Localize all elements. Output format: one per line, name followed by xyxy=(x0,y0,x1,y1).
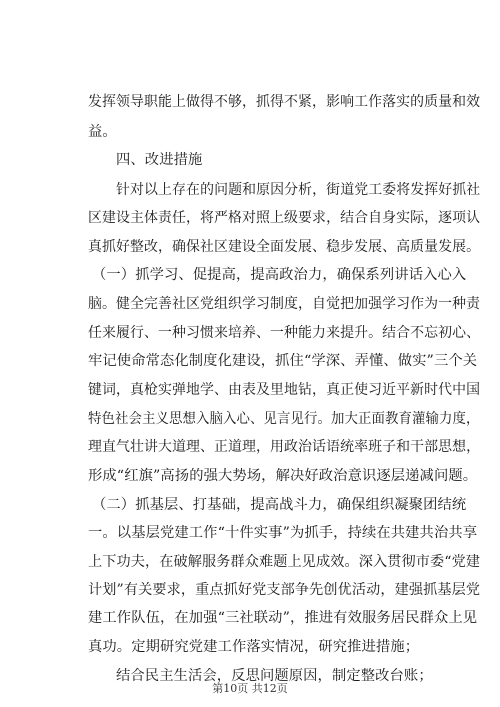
text-line: 针对以上存在的问题和原因分析，街道党工委将发挥好抓社 xyxy=(116,182,481,198)
text-line: 发挥领导职能上做得不够，抓得不紧，影响工作落实的质量和效 xyxy=(88,94,481,110)
text-line: 理直气壮讲大道理、正道理，用政治话语统率班子和干部思想， xyxy=(88,439,481,455)
text-line: 特色社会主义思想入脑入心、见言见行。加大正面教育灌输力度， xyxy=(88,411,480,427)
text-line: 上下功夫，在破解服务群众难题上见成效。深入贯彻市委“党建 xyxy=(88,554,481,570)
text-line: 形成“红旗”高扬的强大势场，解决好政治意识逐层递减问题。 xyxy=(88,468,478,484)
text-line: 任来履行、一种习惯来培养、一种能力来提升。结合不忘初心、 xyxy=(88,325,481,341)
text-line: 益。 xyxy=(88,124,117,140)
text-line: （二）抓基层、打基础，提高战斗力，确保组织凝聚团结统 xyxy=(92,497,467,513)
page-footer: 第10页 共12页 xyxy=(212,682,288,695)
text-line: 真抓好整改，确保社区建设全面发展、稳步发展、高质量发展。 xyxy=(88,239,481,255)
text-line: （一）抓学习、促提高，提高政治力，确保系列讲话入心入 xyxy=(92,267,467,283)
text-line: 计划”有关要求，重点抓好党支部争先创优活动，建强抓基层党 xyxy=(88,582,481,598)
text-line: 结合民主生活会，反思问题原因，制定整改台账； xyxy=(116,668,433,684)
section-heading: 四、改进措施 xyxy=(116,152,203,168)
text-line: 区建设主体责任，将严格对照上级要求，结合自身实际，逐项认 xyxy=(88,210,481,226)
text-line: 牢记使命常态化制度化建设，抓住“学深、弄懂、做实”三个关 xyxy=(88,353,478,369)
text-line: 真功。定期研究党建工作落实情况，研究推进措施； xyxy=(88,639,420,655)
text-line: 键词，真枪实弹地学、由表及里地钻，真正使习近平新时代中国 xyxy=(88,382,481,398)
text-line: 一。以基层党建工作“十件实事”为抓手，持续在共建共治共享 xyxy=(88,525,478,541)
text-line: 脑。健全完善社区党组织学习制度，自觉把加强学习作为一种责 xyxy=(88,296,481,312)
text-line: 建工作队伍，在加强“三社联动”，推进有效服务居民群众上见 xyxy=(88,610,478,626)
